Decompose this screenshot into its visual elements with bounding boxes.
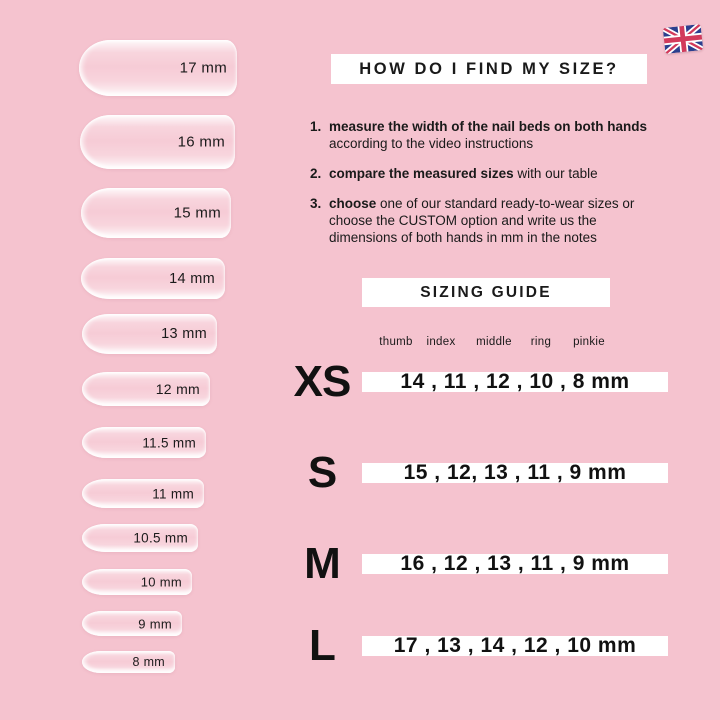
size-label-s: S [307, 448, 337, 497]
nail-size-label: 11.5 mm [142, 435, 196, 450]
page-title: HOW DO I FIND MY SIZE? [359, 59, 619, 78]
instruction-number: 3. [310, 196, 322, 211]
instruction-item-3 [310, 195, 666, 246]
size-row-xs [0, 359, 720, 405]
size-values-strip [362, 372, 668, 392]
instruction-text: measure the width of the nail beds on both hands according to the video instructions [329, 119, 648, 151]
nail-size-label: 8 mm [132, 655, 165, 669]
nail-size-label: 16 mm [177, 133, 225, 151]
instructions-list [310, 118, 666, 259]
nail-size-label: 14 mm [169, 270, 215, 287]
nail-tip [79, 40, 237, 96]
nail-size-label: 17 mm [179, 59, 227, 77]
nail-size-label: 10 mm [140, 574, 182, 590]
nail-size-label: 10.5 mm [133, 530, 188, 546]
page-title-box [331, 54, 647, 84]
finger-header-pinkie: pinkie [573, 336, 605, 348]
size-label-xs: XS [293, 357, 351, 406]
size-values-l: 17 , 13 , 14 , 12 , 10 mm [393, 634, 637, 657]
size-values-strip [362, 554, 668, 574]
sizing-guide-title-box [362, 278, 610, 307]
size-row-m [0, 541, 720, 587]
finger-header-middle: middle [476, 336, 512, 348]
finger-header-index: index [426, 336, 456, 348]
finger-header-ring: ring [530, 336, 552, 348]
nail-size-label: 9 mm [138, 616, 172, 631]
nail-tip [81, 258, 225, 299]
instruction-text: choose one of our standard ready-to-wear sizes or choose the CUSTOM option and write us the dimensions of both hands in mm in the notes [329, 196, 635, 245]
size-label-m: M [304, 539, 340, 588]
instruction-number: 2. [310, 166, 322, 181]
size-values-strip [362, 636, 668, 656]
uk-flag-graphic [663, 24, 704, 54]
nail-size-label: 13 mm [161, 326, 207, 342]
instruction-number: 1. [310, 119, 322, 134]
size-values-xs: 14 , 11 , 12 , 10 , 8 mm [400, 370, 630, 393]
size-row-s [0, 450, 720, 496]
uk-flag-icon [663, 24, 704, 54]
nail-size-label: 12 mm [155, 381, 200, 397]
size-label-l: L [309, 621, 335, 670]
nail-size-label: 11 mm [152, 486, 194, 501]
instruction-text: compare the measured sizes with our table [329, 166, 598, 181]
size-row-l [0, 623, 720, 669]
nail-tip [82, 314, 217, 354]
instruction-item-1 [310, 118, 666, 152]
instruction-item-2 [310, 165, 666, 182]
size-values-strip [362, 463, 668, 483]
size-values-s: 15 , 12, 13 , 11 , 9 mm [403, 461, 627, 484]
size-values-m: 16 , 12 , 13 , 11 , 9 mm [400, 552, 630, 575]
finger-header-thumb: thumb [379, 336, 413, 348]
nail-tip [80, 115, 235, 169]
nail-size-label: 15 mm [173, 204, 221, 222]
sizing-guide-title: SIZING GUIDE [420, 283, 552, 301]
nail-tip [81, 188, 231, 238]
